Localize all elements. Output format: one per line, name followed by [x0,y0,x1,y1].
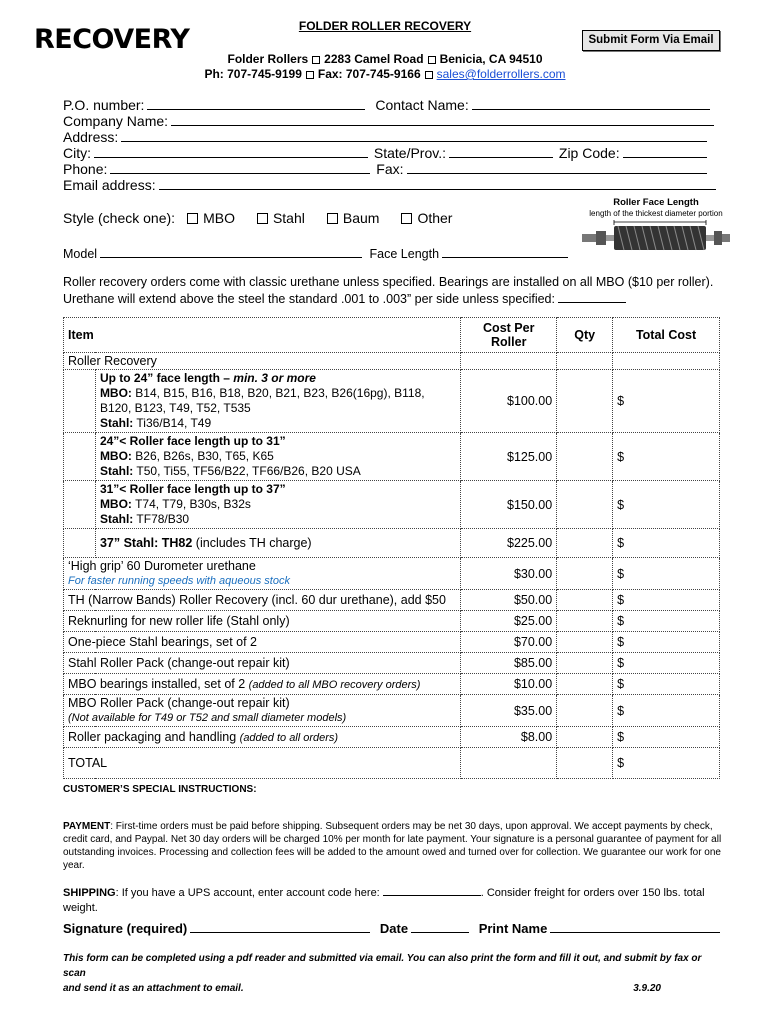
checkbox-icon[interactable] [257,213,268,224]
table-row [64,695,720,727]
company-name-text: Folder Rollers [227,52,309,66]
email-label: Email address: [63,177,156,193]
total-cell[interactable]: $ [613,695,720,727]
empty-cell [613,353,720,370]
print-name-label: Print Name [478,921,548,936]
checkbox-icon[interactable] [187,213,198,224]
ups-account-field[interactable] [383,883,481,896]
shipping-body-b: . Consider freight for orders over 150 lbs. total weight. [63,887,705,914]
empty-cell [461,748,557,779]
mbo-models: B26, B26s, B30, T65, K65 [135,449,274,463]
stahl-label: Stahl: [99,512,134,526]
checkbox-icon[interactable] [327,213,338,224]
city-row [63,145,707,161]
cost-cell: $8.00 [461,727,557,748]
qty-cell[interactable] [557,481,613,529]
email-field[interactable] [159,177,716,190]
urethane-spec-field[interactable] [558,290,626,303]
item-cell [64,695,461,727]
stahl-models: Ti36/B14, T49 [136,416,212,430]
contact-field[interactable] [472,97,710,110]
mbo-models: T74, T79, B30s, B32s [135,497,251,511]
table-row [64,481,720,529]
phone-field[interactable] [110,161,370,174]
address-row [63,129,707,145]
street-text: 2283 Camel Road [324,52,424,66]
stahl-models: TF78/B30 [136,512,190,526]
footer-line-1: This form can be completed using a pdf reader and submitted via email. You can also print the form and fill it out, and submit by fax or scan [63,953,702,979]
payment-label: PAYMENT [63,821,111,832]
header-item: Item [64,318,461,353]
item-note: For faster running speeds with aqueous stock [68,575,290,587]
table-row [64,590,720,611]
table-row [64,653,720,674]
table-row [64,433,720,481]
cost-cell: $30.00 [461,558,557,590]
item-cell [64,558,461,590]
item-cell: One-piece Stahl bearings, set of 2 [64,632,461,653]
qty-cell[interactable] [557,653,613,674]
table-row [64,632,720,653]
item-note: (Not available for T49 or T52 and small diameter models) [68,712,347,724]
sub-item-th82 [95,529,460,558]
sub-item-1 [95,370,460,433]
submit-email-button[interactable]: Submit Form Via Email [582,30,720,51]
mbo-label: MBO: [99,386,132,400]
cost-cell: $225.00 [461,529,557,558]
qty-cell[interactable] [557,558,613,590]
cost-cell: $35.00 [461,695,557,727]
address-label: Address: [63,129,119,145]
table-row [64,353,720,370]
po-field[interactable] [147,97,365,110]
date-field[interactable] [411,921,469,933]
roller-face-subtitle: length of the thickest diameter portion [589,209,723,218]
face-length-label: Face Length [369,247,440,261]
shipping-label: SHIPPING [63,887,116,899]
footer-line-2: and send it as an attachment to email. [63,983,244,994]
cost-cell: $25.00 [461,611,557,632]
signature-label: Signature (required) [63,921,188,936]
qty-cell[interactable] [557,433,613,481]
footer-note [63,951,723,996]
style-option-label: Stahl [272,210,305,226]
style-option-label: Other [417,210,453,226]
stahl-models: T50, Ti55, TF56/B22, TF66/B26, B20 USA [136,464,361,478]
bullet-square-icon [428,56,436,64]
total-cell[interactable]: $ [613,529,720,558]
indent-cell [64,529,96,558]
style-option-stahl[interactable] [257,210,305,226]
payment-body: : First-time orders must be paid before shipping. Subsequent orders may be net 30 days, upon approval. We accept payments by check, credit card, and Paypal. Net 30 day orders will be charged 10% per month for late payment. Your signature is a personal guarantee of payment for all outstanding invoices. Processing and collection fees will be added to the amount owed and turned over for collection. We guarantee our work for one year. [63,821,722,871]
item-cell: Stahl Roller Pack (change-out repair kit) [64,653,461,674]
phone-row [63,161,707,177]
signature-field[interactable] [190,921,370,933]
indent-cell [64,433,96,481]
style-option-baum[interactable] [327,210,380,226]
shipping-text [63,883,726,916]
sub-item-title: 24”< Roller face length up to 31” [99,434,286,448]
cost-cell: $100.00 [461,370,557,433]
face-length-field[interactable] [442,245,568,258]
style-row [63,210,452,226]
table-row [64,558,720,590]
qty-cell[interactable] [557,727,613,748]
stahl-label: Stahl: [99,464,134,478]
roller-face-title: Roller Face Length [613,197,699,208]
roller-recovery-label: Roller Recovery [64,353,461,370]
empty-cell [557,748,613,779]
qty-cell[interactable] [557,632,613,653]
order-table [63,317,720,779]
table-row [64,611,720,632]
item-label: Roller packaging and handling [68,730,240,744]
style-option-label: Baum [342,210,380,226]
zip-label: Zip Code: [558,145,620,161]
item-note: (added to all MBO recovery orders) [248,679,421,691]
item-cell: TH (Narrow Bands) Roller Recovery (incl. 60 dur urethane), add $50 [64,590,461,611]
email-link[interactable]: sales@folderrollers.com [436,67,566,81]
company-row [63,113,714,129]
th82-bold: 37” Stahl: TH82 [99,536,193,550]
fax-field[interactable] [407,161,707,174]
po-contact-row [63,97,710,113]
note-line-1: Roller recovery orders come with classic urethane unless specified. Bearings are installed on all MBO ($10 per roller). [63,275,714,289]
print-name-field[interactable] [550,921,720,933]
table-row [64,529,720,558]
po-label: P.O. number: [63,97,145,113]
mbo-models: B14, B15, B16, B18, B20, B21, B23, B26(16pg), B118, B120, B123, T49, T52, T535 [99,386,425,415]
style-option-label: MBO [203,210,235,226]
qty-cell[interactable] [557,674,613,695]
qty-cell[interactable] [557,370,613,433]
payment-text [63,820,726,872]
address-line-2 [0,67,770,81]
th82-rest: (includes TH charge) [192,536,312,550]
city-label: City: [63,145,91,161]
style-option-mbo[interactable] [187,210,235,226]
special-instructions-label: CUSTOMER’S SPECIAL INSTRUCTIONS: [63,784,257,795]
mbo-label: MBO: [99,449,132,463]
item-label: MBO Roller Pack (change-out repair kit) [68,696,290,710]
sub-item-title-em: min. 3 or more [233,371,316,385]
shipping-body-a: : If you have a UPS account, enter account code here: [115,887,380,899]
total-cell[interactable]: $ [613,481,720,529]
total-cell[interactable]: $ [613,727,720,748]
company-label: Company Name: [63,113,169,129]
company-field[interactable] [171,113,714,126]
city-field[interactable] [94,145,368,158]
model-row [63,245,568,261]
date-label: Date [379,921,409,936]
phone-label: Phone: [63,161,108,177]
email-row [63,177,716,193]
stahl-label: Stahl: [99,416,134,430]
cost-cell: $50.00 [461,590,557,611]
total-cell[interactable]: $ [613,558,720,590]
table-header [64,318,720,353]
cost-cell: $70.00 [461,632,557,653]
empty-cell [557,353,613,370]
bullet-square-icon [312,56,320,64]
cost-cell: $85.00 [461,653,557,674]
table-row [64,674,720,695]
sub-item-3 [95,481,460,529]
bullet-square-icon [425,71,433,79]
total-cell[interactable]: $ [613,590,720,611]
city-text: Benicia, CA 94510 [439,52,543,66]
contact-label: Contact Name: [375,97,469,113]
sub-item-title: Up to 24” face length – [99,371,234,385]
bullet-square-icon [306,71,314,79]
sub-item-title: 31”< Roller face length up to 37” [99,482,286,496]
cost-cell: $125.00 [461,433,557,481]
total-cell[interactable]: $ [613,653,720,674]
note-line-2: Urethane will extend above the steel the standard .001 to .003” per side unless specified: [63,292,555,306]
item-cell [64,727,461,748]
empty-cell [461,353,557,370]
qty-cell[interactable] [557,529,613,558]
sub-item-2 [95,433,460,481]
item-note: (added to all orders) [239,732,339,744]
total-cell[interactable]: $ [613,433,720,481]
fax-text: Fax: 707-745-9166 [317,67,421,81]
total-cell[interactable]: $ [613,611,720,632]
total-cell[interactable]: $ [613,370,720,433]
indent-cell [64,370,96,433]
item-label: MBO bearings installed, set of 2 [68,677,249,691]
header-qty: Qty [557,318,613,353]
roller-image-icon [580,218,732,258]
signature-row [63,921,720,936]
item-cell [64,674,461,695]
cost-cell: $10.00 [461,674,557,695]
fax-label: Fax: [376,161,404,177]
logo: RECOVERY [34,24,190,55]
zip-field[interactable] [623,145,707,158]
total-cell[interactable]: $ [613,632,720,653]
table-row [64,370,720,433]
urethane-note [63,274,733,307]
roller-face-caption [580,197,732,219]
item-cell: Reknurling for new roller life (Stahl only) [64,611,461,632]
address-field[interactable] [121,129,707,142]
qty-cell[interactable] [557,695,613,727]
cost-cell: $150.00 [461,481,557,529]
header-total: Total Cost [613,318,720,353]
table-row [64,727,720,748]
table-row-total [64,748,720,779]
total-label: TOTAL [64,748,461,779]
version-label: 3.9.20 [633,983,661,994]
model-label: Model [63,247,98,261]
model-field[interactable] [100,245,362,258]
style-option-other[interactable] [401,210,452,226]
total-cell[interactable]: $ [613,674,720,695]
state-field[interactable] [449,145,553,158]
header-cost: Cost Per Roller [461,318,557,353]
state-label: State/Prov.: [373,145,446,161]
qty-cell[interactable] [557,590,613,611]
checkbox-icon[interactable] [401,213,412,224]
phone-text: Ph: 707-745-9199 [204,67,302,81]
address-line-1 [0,52,770,66]
item-label: ‘High grip’ 60 Durometer urethane [68,559,256,573]
style-label: Style (check one): [63,210,176,226]
form-title: FOLDER ROLLER RECOVERY [298,19,472,33]
mbo-label: MBO: [99,497,132,511]
qty-cell[interactable] [557,611,613,632]
indent-cell [64,481,96,529]
grand-total-cell[interactable]: $ [613,748,720,779]
